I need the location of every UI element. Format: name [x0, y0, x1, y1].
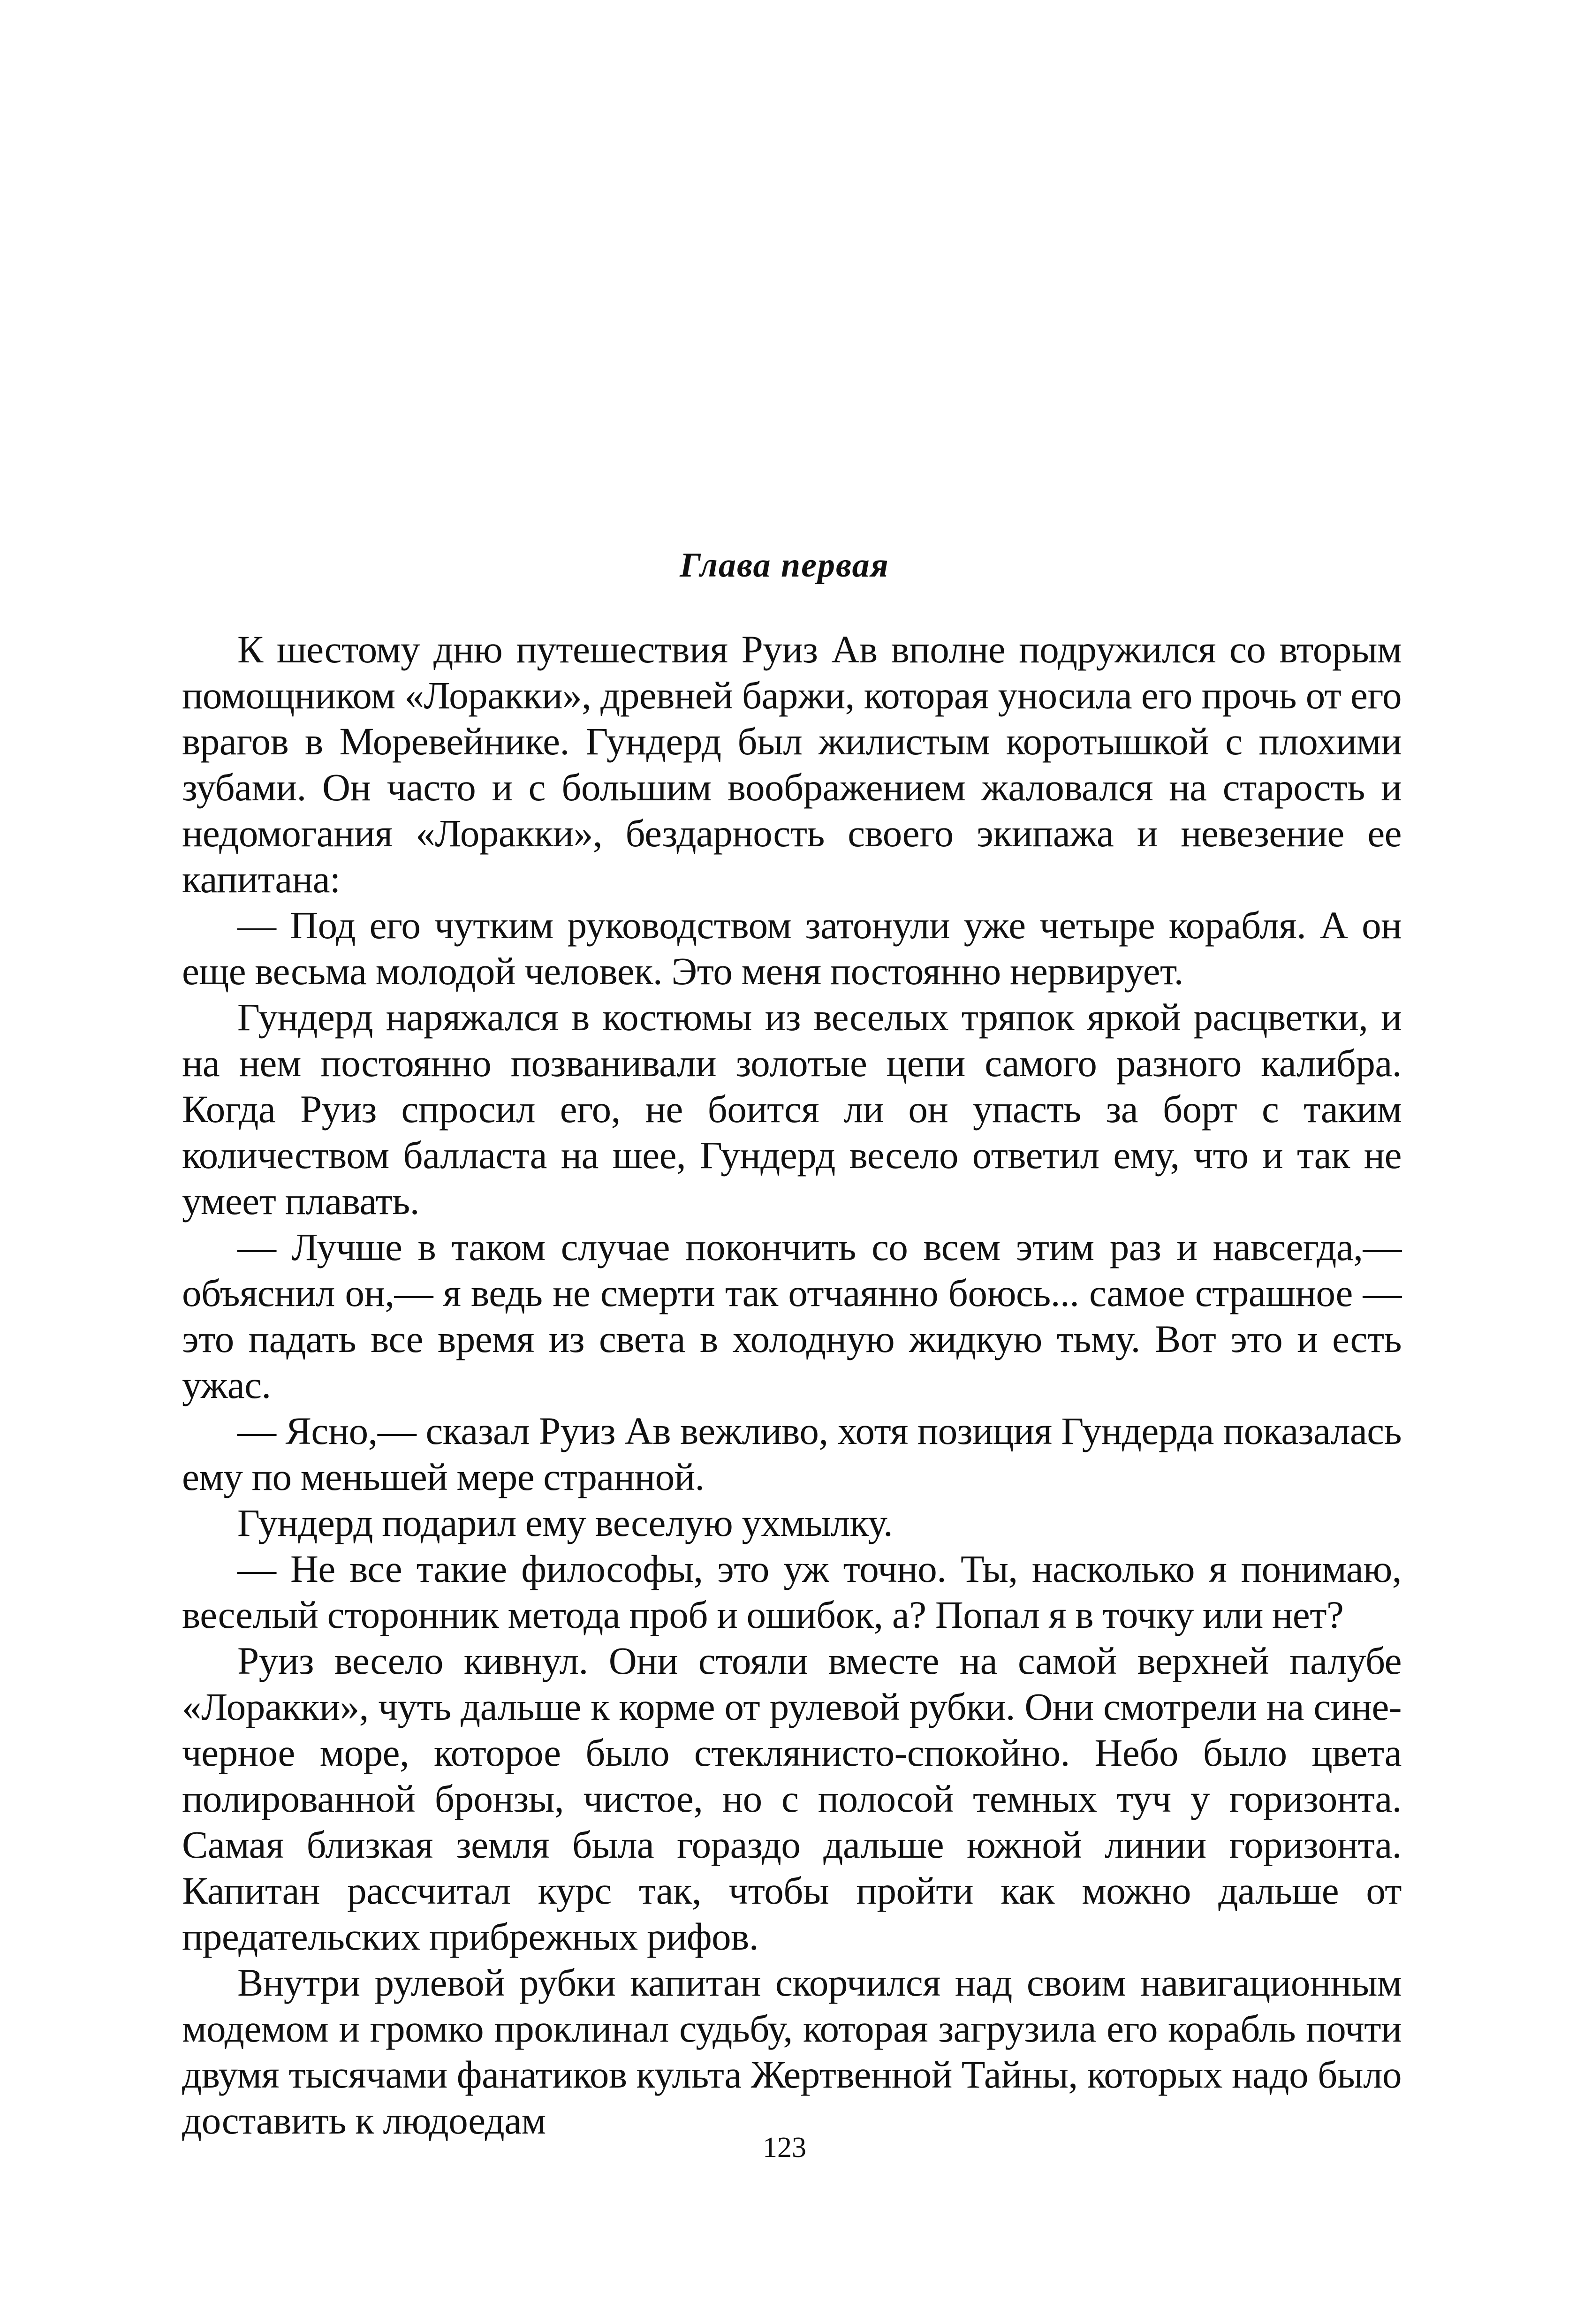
paragraph: К шестому дню путешествия Руиз Ав вполне подружился со вторым помощником «Лоракки», древней баржи, которая уносила его прочь от его врагов в Моревейнике. Гундерд был жилистым коротышкой с плохими зубами. Он часто и с большим воображением жаловался на старость и недомогания «Лоракки», бездарность своего экипажа и невезение ее капитана: — [182, 628, 1402, 901]
chapter-title: Глава первая — [680, 546, 889, 585]
paragraph: Гундерд подарил ему веселую ухмылку. — [237, 1501, 893, 1544]
paragraph: Гундерд наряжался в костюмы из веселых тряпок яркой расцветки, и на нем постоянно позванивали золотые цепи самого разного калибра. Когда Руиз спросил его, не боится ли он упасть за борт с таким количеством балласта на шее, Гундерд весело ответил ему, что и так не умеет плавать. — [182, 995, 1402, 1223]
paragraph: — Лучше в таком случае покончить со всем этим раз и навсегда,— объяснил он,— я ведь не смерти так отчаянно боюсь... самое страшное — это падать все время из света в холодную жидкую тьму. Вот это и есть ужас. — [182, 1225, 1402, 1406]
paragraph: — Не все такие философы, это уж точно. Ты, насколько я понимаю, веселый сторонник метода проб и ошибок, а? Попал я в точку или нет? — [182, 1547, 1402, 1636]
paragraph: — Под его чутким руководством затонули уже четыре корабля. А он еще весьма молодой человек. Это меня постоянно нервирует. — [182, 904, 1402, 993]
paragraph: Внутри рулевой рубки капитан скорчился над своим навигационным модемом и громко проклинал судьбу, которая загрузила его корабль почти двумя тысячами фанатиков культа Жертвенной Тайны, которых надо было доставить к людоедам — [182, 1961, 1402, 2142]
paragraph: Руиз весело кивнул. Они стояли вместе на самой верхней палубе «Лоракки», чуть дальше к корме от рулевой рубки. Они смотрели на сине-черное море, которое было стеклянисто-спокойно. Небо было цвета полированной бронзы, чистое, но с полосой темных туч у горизонта. Самая близкая земля была гораздо дальше южной линии горизонта. Капитан рассчитал курс так, чтобы пройти как можно дальше от предательских прибрежных рифов. — [182, 1639, 1402, 1958]
page-number: 123 — [763, 2132, 806, 2164]
paragraph: — Ясно,— сказал Руиз Ав вежливо, хотя позиция Гундерда показалась ему по меньшей мере странной. — [182, 1409, 1402, 1498]
body-text — [182, 626, 1402, 2143]
